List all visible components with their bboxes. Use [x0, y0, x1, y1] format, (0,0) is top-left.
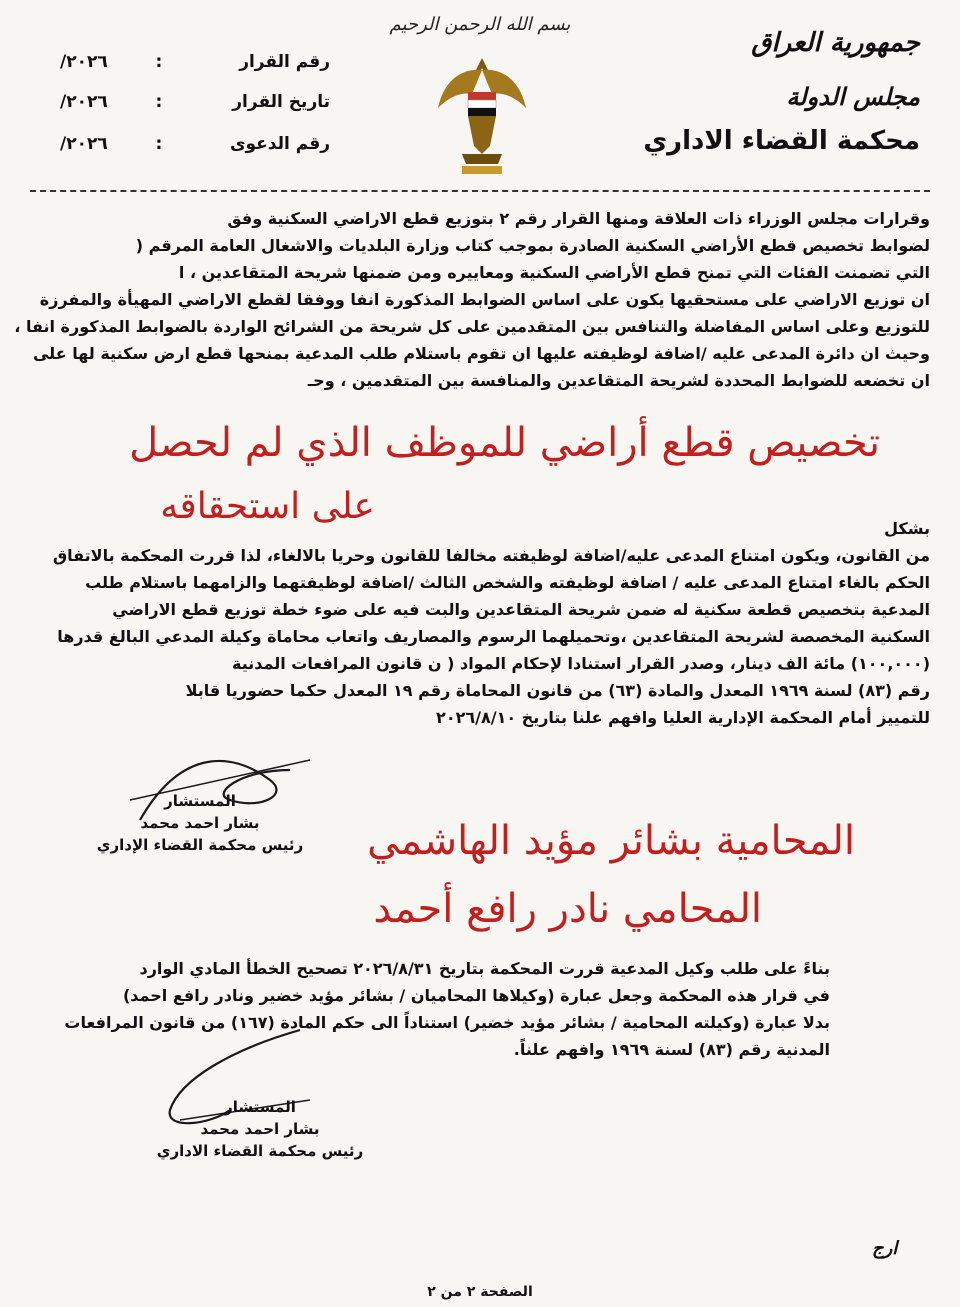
case-number-label: رقم الدعوى: [229, 134, 330, 154]
body-line: المدعية بتخصيص قطعة سكنية له ضمن شريحة المتقاعدين والبت فيه على ضوء خطة توزيع قطع الاراضي: [112, 600, 930, 619]
body-line: الحكم بالغاء امتناع المدعى عليه / اضافة لوظيفته والشخص الثالث /اضافة لوظيفتهما والزامهما باستلام طلب: [85, 573, 930, 592]
case-number-row: [60, 134, 330, 154]
body-line: بشكل: [884, 519, 930, 538]
signature-title: المستشار: [224, 1098, 296, 1116]
body-line: وحيث ان دائرة المدعى عليه /اضافة لوظيفته عليها ان تقوم باستلام طلب المدعية بمنحها قطع ارض سكنية لها على: [32, 344, 930, 363]
overlay-heading-1: تخصيص قطع أراضي للموظف الذي لم لحصل: [129, 420, 880, 466]
body-line: رقم (٨٣) لسنة ١٩٦٩ المعدل والمادة (٦٣) من قانون المحاماة رقم ١٩ المعدل حكما حضوريا قابلا: [185, 681, 930, 700]
correction-line: بدلا عبارة (وكيلته المحامية / بشائر مؤيد خضير) استناداً الى حكم المادة (١٦٧) من قانون المرافعات: [64, 1013, 830, 1032]
body-line: من القانون، ويكون امتناع المدعى عليه/اضافة لوظيفته مخالفا للقانون وحريا بالالغاء، لذا قررت المحكمة بالاتفاق: [52, 546, 930, 565]
decision-date-value: /٢٠٢٦: [60, 92, 108, 112]
decision-date-row: [60, 92, 330, 112]
decision-number-value: /٢٠٢٦: [60, 52, 108, 72]
signature-name: بشار احمد محمد: [200, 1120, 320, 1138]
header-council: [786, 82, 920, 111]
overlay-lawyer-1: المحامية بشائر مؤيد الهاشمي: [367, 818, 855, 864]
decision-date-label: تاريخ القرار: [232, 92, 330, 112]
overlay-heading-2: على استحقاقه: [160, 486, 375, 527]
correction-line: بناءً على طلب وكيل المدعية قررت المحكمة بتاريخ ٢٠٢٦/٨/٣١ تصحيح الخطأ المادي الوارد: [139, 959, 830, 978]
overlay-lawyer-2: المحامي نادر رافع أحمد: [373, 886, 762, 932]
correction-line: في قرار هذه المحكمة وجعل عبارة (وكيلاها المحاميان / بشائر مؤيد خضير ونادر رافع احمد): [122, 986, 830, 1005]
signature-block-2: [120, 1096, 400, 1162]
body-line: ان توزيع الاراضي على مستحقيها يكون على اساس الضوابط المذكورة انفا ووفقا لقطع الاراضي المهيأة والمفرزة: [39, 290, 930, 309]
header-republic: [751, 28, 920, 58]
page-footer: الصفحة ٢ من ٢: [427, 1284, 533, 1300]
council-name: مجلس الدولة: [786, 82, 920, 111]
decision-number-label: رقم القرار: [239, 52, 330, 72]
signature-role: رئيس محكمة القضاء الاداري: [156, 1142, 364, 1160]
body-paragraph-2: [40, 515, 930, 731]
body-line: للتوزيع وعلى اساس المفاضلة والتنافس بين المتقدمين على كل شريحة من الشرائح الواردة بالضوابط المذكورة انفا ،: [14, 317, 930, 336]
body-line: التي تضمنت الفئات التي تمنح قطع الأراضي السكنية ومعاييره ومن ضمنها شريحة المتقاعدين ، ا: [178, 263, 930, 282]
decision-number-row: [60, 52, 330, 72]
header-divider: [30, 190, 930, 192]
basmala: بسم الله الرحمن الرحيم: [389, 14, 571, 35]
republic-name: جمهورية العراق: [751, 28, 920, 58]
body-line: ان تخضعه للضوابط المحددة لشريحة المتقاعدين والمنافسة بين المتقدمين ، وحـ: [307, 371, 930, 390]
body-line: لضوابط تخصيص قطع الأراضي السكنية الصادرة بموجب كتاب وزارة البلديات والاشغال العامة المرقم (: [135, 236, 930, 255]
body-line: وقرارات مجلس الوزراء ذات العلاقة ومنها القرار رقم ٢ بتوزيع قطع الاراضي السكنية وفق: [227, 209, 930, 228]
body-paragraph-1: [14, 205, 930, 394]
decision-number-sep: :: [155, 52, 163, 72]
signature-name: بشار احمد محمد: [140, 814, 260, 832]
initials: ارج: [872, 1238, 898, 1259]
correction-line: المدنية رقم (٨٣) لسنة ١٩٦٩ وافهم علناً.: [513, 1040, 830, 1059]
body-line: السكنية المخصصة لشريحة المتقاعدين ،وتحميلهما الرسوم والمصاريف واتعاب محاماة وكيلة المدعي البالغ قدرها: [57, 627, 930, 646]
signature-title: المستشار: [164, 792, 236, 810]
court-name: محكمة القضاء الاداري: [643, 126, 920, 156]
eagle-emblem-icon: [432, 50, 532, 180]
header-court: [643, 126, 920, 156]
signature-role: رئيس محكمة القضاء الإداري: [96, 836, 304, 854]
case-number-value: /٢٠٢٦: [60, 134, 108, 154]
decision-date-sep: :: [155, 92, 163, 112]
case-number-sep: :: [155, 134, 163, 154]
handwritten-signature-1: [120, 740, 320, 850]
body-line: للتمييز أمام المحكمة الإدارية العليا وافهم علنا بتاريخ ٢٠٢٦/٨/١٠: [436, 708, 930, 727]
body-line: (١٠٠,٠٠٠) مائة الف دينار، وصدر القرار استنادا لإحكام المواد ( ن قانون المرافعات المدنية: [232, 654, 930, 673]
